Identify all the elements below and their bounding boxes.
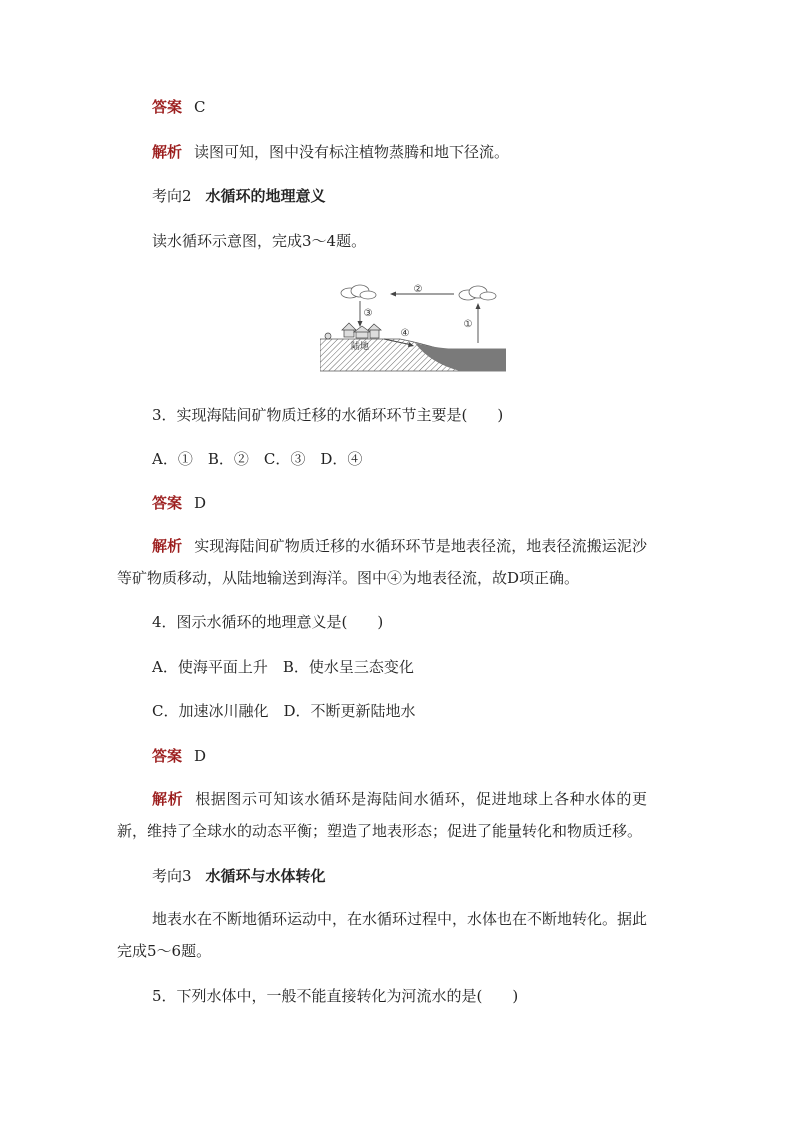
question-3: 3．实现海陆间矿物质迁移的水循环环节主要是( ): [152, 406, 504, 424]
question-5: 5．下列水体中，一般不能直接转化为河流水的是( ): [152, 987, 519, 1005]
answer-value: D: [194, 747, 207, 765]
water-cycle-diagram: [320, 283, 506, 373]
intro-3: 地表水在不断地循环运动中，在水循环过程中，水体也在不断地转化。据此完成5～6题。: [117, 910, 648, 960]
label-4: ④: [400, 328, 410, 339]
cloud-icon: [459, 286, 496, 300]
section-title: 水循环的地理意义: [205, 187, 326, 205]
label-land: 陆地: [350, 342, 370, 352]
explanation-4: [117, 783, 647, 847]
cloud-icon: [341, 285, 376, 299]
label-1: ①: [463, 319, 473, 330]
question-3-options: A．① B．② C．③ D．④: [152, 450, 363, 468]
label-3: ③: [363, 308, 373, 319]
answer-value: D: [194, 494, 207, 512]
question-4: 4．图示水循环的地理意义是( ): [152, 613, 384, 631]
section-number: 考向3: [152, 867, 192, 885]
answer-3: [152, 493, 206, 513]
label-2: ②: [413, 284, 423, 295]
answer-1: [152, 97, 206, 117]
answer-label: 答案: [152, 98, 183, 116]
explanation-text: 实现海陆间矿物质迁移的水循环环节是地表径流，地表径流搬运泥沙等矿物质移动，从陆地输送到海洋。图中④为地表径流，故D项正确。: [117, 537, 647, 587]
question-4-options-1: A．使海平面上升 B．使水呈三态变化: [152, 658, 414, 676]
explanation-label: 解析: [152, 143, 183, 161]
explanation-label: 解析: [152, 537, 183, 555]
answer-value: C: [194, 98, 206, 116]
section-heading-2: [152, 186, 326, 206]
section-number: 考向2: [152, 187, 192, 205]
explanation-3: [117, 530, 647, 594]
section-title: 水循环与水体转化: [205, 867, 326, 885]
answer-label: 答案: [152, 747, 183, 765]
answer-4: [152, 746, 206, 766]
explanation-1: [152, 142, 509, 162]
explanation-text: 根据图示可知该水循环是海陆间水循环，促进地球上各种水体的更新，维持了全球水的动态平衡；塑造了地表形态；促进了能量转化和物质迁移。: [117, 790, 647, 840]
section-heading-3: [152, 866, 326, 886]
explanation-label: 解析: [152, 790, 184, 808]
question-4-options-2: C．加速冰川融化 D．不断更新陆地水: [152, 702, 416, 720]
house-icon: [325, 323, 381, 339]
intro-2: 读水循环示意图，完成3～4题。: [152, 232, 367, 250]
explanation-text: 读图可知，图中没有标注植物蒸腾和地下径流。: [194, 143, 510, 161]
answer-label: 答案: [152, 494, 183, 512]
